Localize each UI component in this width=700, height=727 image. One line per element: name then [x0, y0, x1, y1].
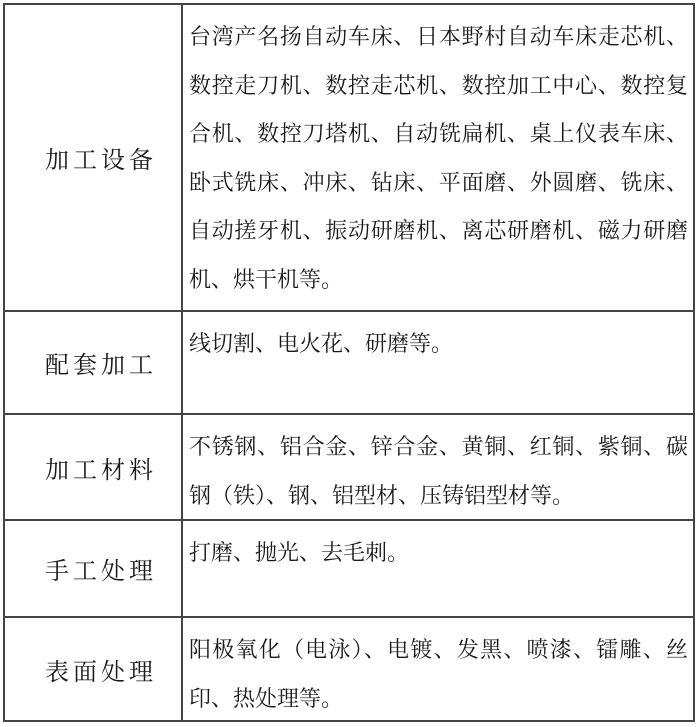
row-label-cell — [5, 312, 183, 413]
content-line: 卧式铣床、冲床、钻床、平面磨、外圆磨、铣床、 — [189, 169, 688, 195]
row-label: 配套加工 — [45, 353, 157, 379]
table-row-support-processing — [5, 310, 693, 413]
processing-capability-table — [3, 3, 695, 722]
table-row-manual-finishing — [5, 519, 693, 616]
table-row-surface-treatment — [5, 616, 693, 720]
content-line: 印、热处理等。 — [189, 685, 344, 711]
row-label: 加工材料 — [45, 457, 157, 484]
content-line: 数控走刀机、数控走芯机、数控加工中心、数控复 — [189, 72, 688, 98]
content-line: 自动搓牙机、振动研磨机、离芯研磨机、磁力研磨 — [189, 218, 688, 243]
row-label-cell — [5, 521, 183, 616]
row-content-cell — [183, 5, 693, 310]
row-content-cell — [183, 415, 693, 519]
content-line: 阳极氧化（电泳）、电镀、发黑、喷漆、镭雕、丝 — [189, 637, 688, 662]
content-line: 机、烘干机等。 — [189, 266, 344, 292]
row-label-cell — [5, 618, 183, 720]
row-label: 表面处理 — [45, 659, 157, 686]
row-label-cell — [5, 415, 183, 519]
row-label: 手工处理 — [45, 559, 157, 585]
content-line: 合机、数控刀塔机、自动铣扁机、桌上仪表车床、 — [189, 121, 688, 146]
content-line: 线切割、电火花、研磨等。 — [189, 331, 454, 356]
content-line: 钢（铁）、钢、铝型材、压铸铝型材等。 — [189, 482, 575, 508]
row-label-cell — [5, 5, 183, 310]
table-row-materials — [5, 413, 693, 519]
content-line: 不锈钢、铝合金、锌合金、黄铜、红铜、紫铜、碳 — [189, 434, 688, 459]
table-row-equipment — [5, 5, 693, 310]
content-line: 打磨、抛光、去毛刺。 — [189, 540, 410, 565]
row-content-cell — [183, 618, 693, 720]
row-content-cell — [183, 312, 693, 413]
row-content-cell — [183, 521, 693, 616]
row-label: 加工设备 — [45, 148, 157, 174]
content-line: 台湾产名扬自动车床、日本野村自动车床走芯机、 — [189, 24, 688, 49]
